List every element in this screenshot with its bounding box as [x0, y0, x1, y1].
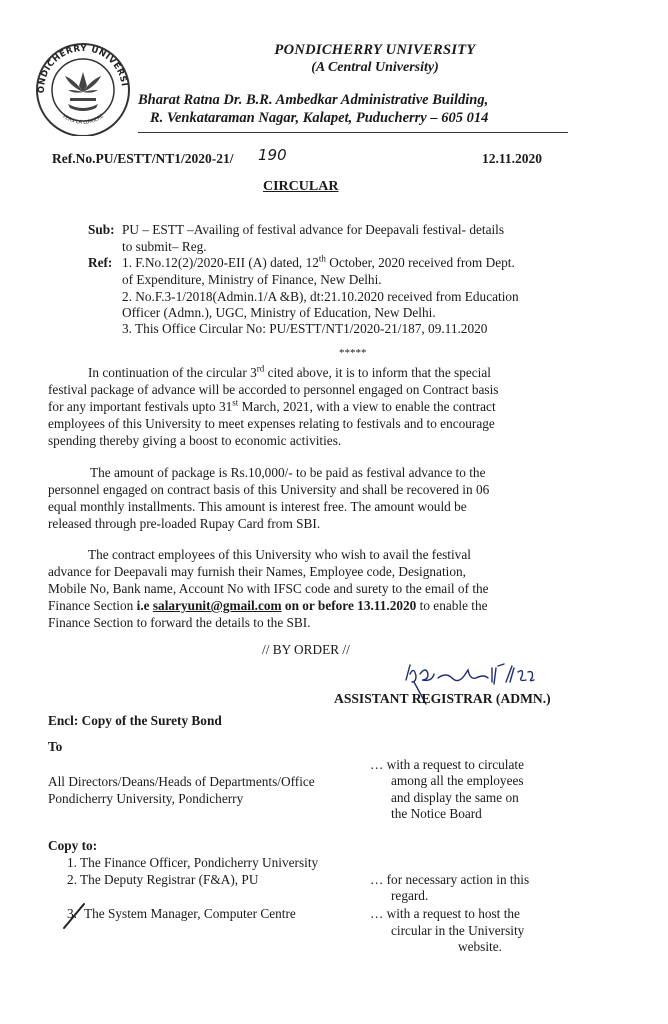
signatory-designation: ASSISTANT REGISTRAR (ADMN.) — [334, 691, 551, 706]
copy-to-item-3-number: 3. — [67, 906, 77, 921]
address-line-2: R. Venkataraman Nagar, Kalapet, Puducherry – 605 014 — [150, 110, 489, 126]
separator-stars: ***** — [339, 347, 367, 359]
to-note-line-3: and display the same on — [391, 790, 519, 805]
ref-label: Ref: — [88, 255, 113, 270]
seal-top-text: ONDICHERRY UNIVERSI — [36, 43, 129, 94]
ref-1-line-1: 1. F.No.12(2)/2020-EII (A) dated, 12th October, 2020 received from Dept. — [122, 253, 515, 270]
copy-to-item-2-note-2: regard. — [391, 888, 429, 903]
document-title: CIRCULAR — [263, 179, 339, 194]
seal-bottom-text: VERS LA LUMIERE — [61, 113, 105, 126]
copy-to-item-1: 1. The Finance Officer, Pondicherry University — [67, 855, 319, 870]
copy-to-item-3-note-3: website. — [458, 939, 502, 954]
ref-2-line-1: 2. No.F.3-1/2018(Admin.1/A &B), dt:21.10.2020 received from Education — [122, 289, 519, 304]
subject-label: Sub: — [88, 222, 115, 237]
copy-to-item-2-note-1: … for necessary action in this — [370, 872, 530, 887]
to-label: To — [48, 739, 63, 754]
address-line-1: Bharat Ratna Dr. B.R. Ambedkar Administrative Building, — [138, 92, 489, 108]
paragraph-1: In continuation of the circular 3rd cited above, it is to inform that the special festival package of advance will be accorded to personnel engaged on Contract basis for any important festivals upto 31st March, 2021, with a view to enable the contract employees of this University to meet expenses relating to festivals and to encourage spending thereby giving a boost to economic activities. — [48, 363, 499, 448]
university-name: PONDICHERRY UNIVERSITY — [274, 42, 476, 58]
paragraph-2: The amount of package is Rs.10,000/- to be paid as festival advance to the personnel engaged on contract basis of this University and shall be recovered in 06 equal monthly installments. This amount is interest free. The amount would be released through pre-loaded Rupay Card from SBI. — [48, 465, 490, 531]
copy-to-item-2: 2. The Deputy Registrar (F&A), PU — [67, 872, 259, 887]
to-note-line-2: among all the employees — [391, 773, 524, 788]
copy-to-label: Copy to: — [48, 838, 98, 853]
ref-2-line-2: Officer (Admn.), UGC, Ministry of Education, New Delhi. — [122, 305, 436, 320]
ref-1-line-2: of Expenditure, Ministry of Finance, New Delhi. — [122, 272, 382, 287]
finance-email-link[interactable]: salaryunit@gmail.com — [152, 598, 282, 613]
to-note-line-4: the Notice Board — [391, 806, 482, 821]
copy-to-item-3: The System Manager, Computer Centre — [84, 906, 296, 921]
handwritten-circular-number: 190 — [258, 146, 287, 164]
by-order: // BY ORDER // — [262, 642, 350, 657]
university-subtitle: (A Central University) — [311, 60, 439, 75]
svg-text:VERS LA LUMIERE — [61, 113, 105, 126]
circular-date: 12.11.2020 — [482, 151, 543, 166]
university-seal — [30, 40, 136, 136]
subject-line-1: PU – ESTT –Availing of festival advance for Deepavali festival- details — [122, 222, 505, 237]
to-address-line-2: Pondicherry University, Pondicherry — [48, 791, 244, 806]
ref-3-line-1: 3. This Office Circular No: PU/ESTT/NT1/2020-21/187, 09.11.2020 — [122, 321, 488, 336]
subject-line-2: to submit– Reg. — [122, 239, 207, 254]
paragraph-3: The contract employees of this University who wish to avail the festival advance for Deepavali may furnish their Names, Employee code, Designation, Mobile No, Bank name, Account No with IFSC code and surety to the email of the Finance Section i.e salaryunit@gmail.com on or before 13.11.2020 to enable the Finance Section to forward the details to the SBI. — [48, 547, 489, 630]
reference-number: Ref.No.PU/ESTT/NT1/2020-21/ — [52, 151, 234, 166]
copy-to-item-3-note-1: … with a request to host the — [370, 906, 520, 921]
to-note-line-1: … with a request to circulate — [370, 757, 524, 772]
copy-to-item-3-note-2: circular in the University — [391, 923, 525, 938]
header-divider — [138, 132, 568, 133]
to-address-line-1: All Directors/Deans/Heads of Departments/Office — [48, 774, 315, 789]
enclosure-note: Encl: Copy of the Surety Bond — [48, 713, 222, 728]
